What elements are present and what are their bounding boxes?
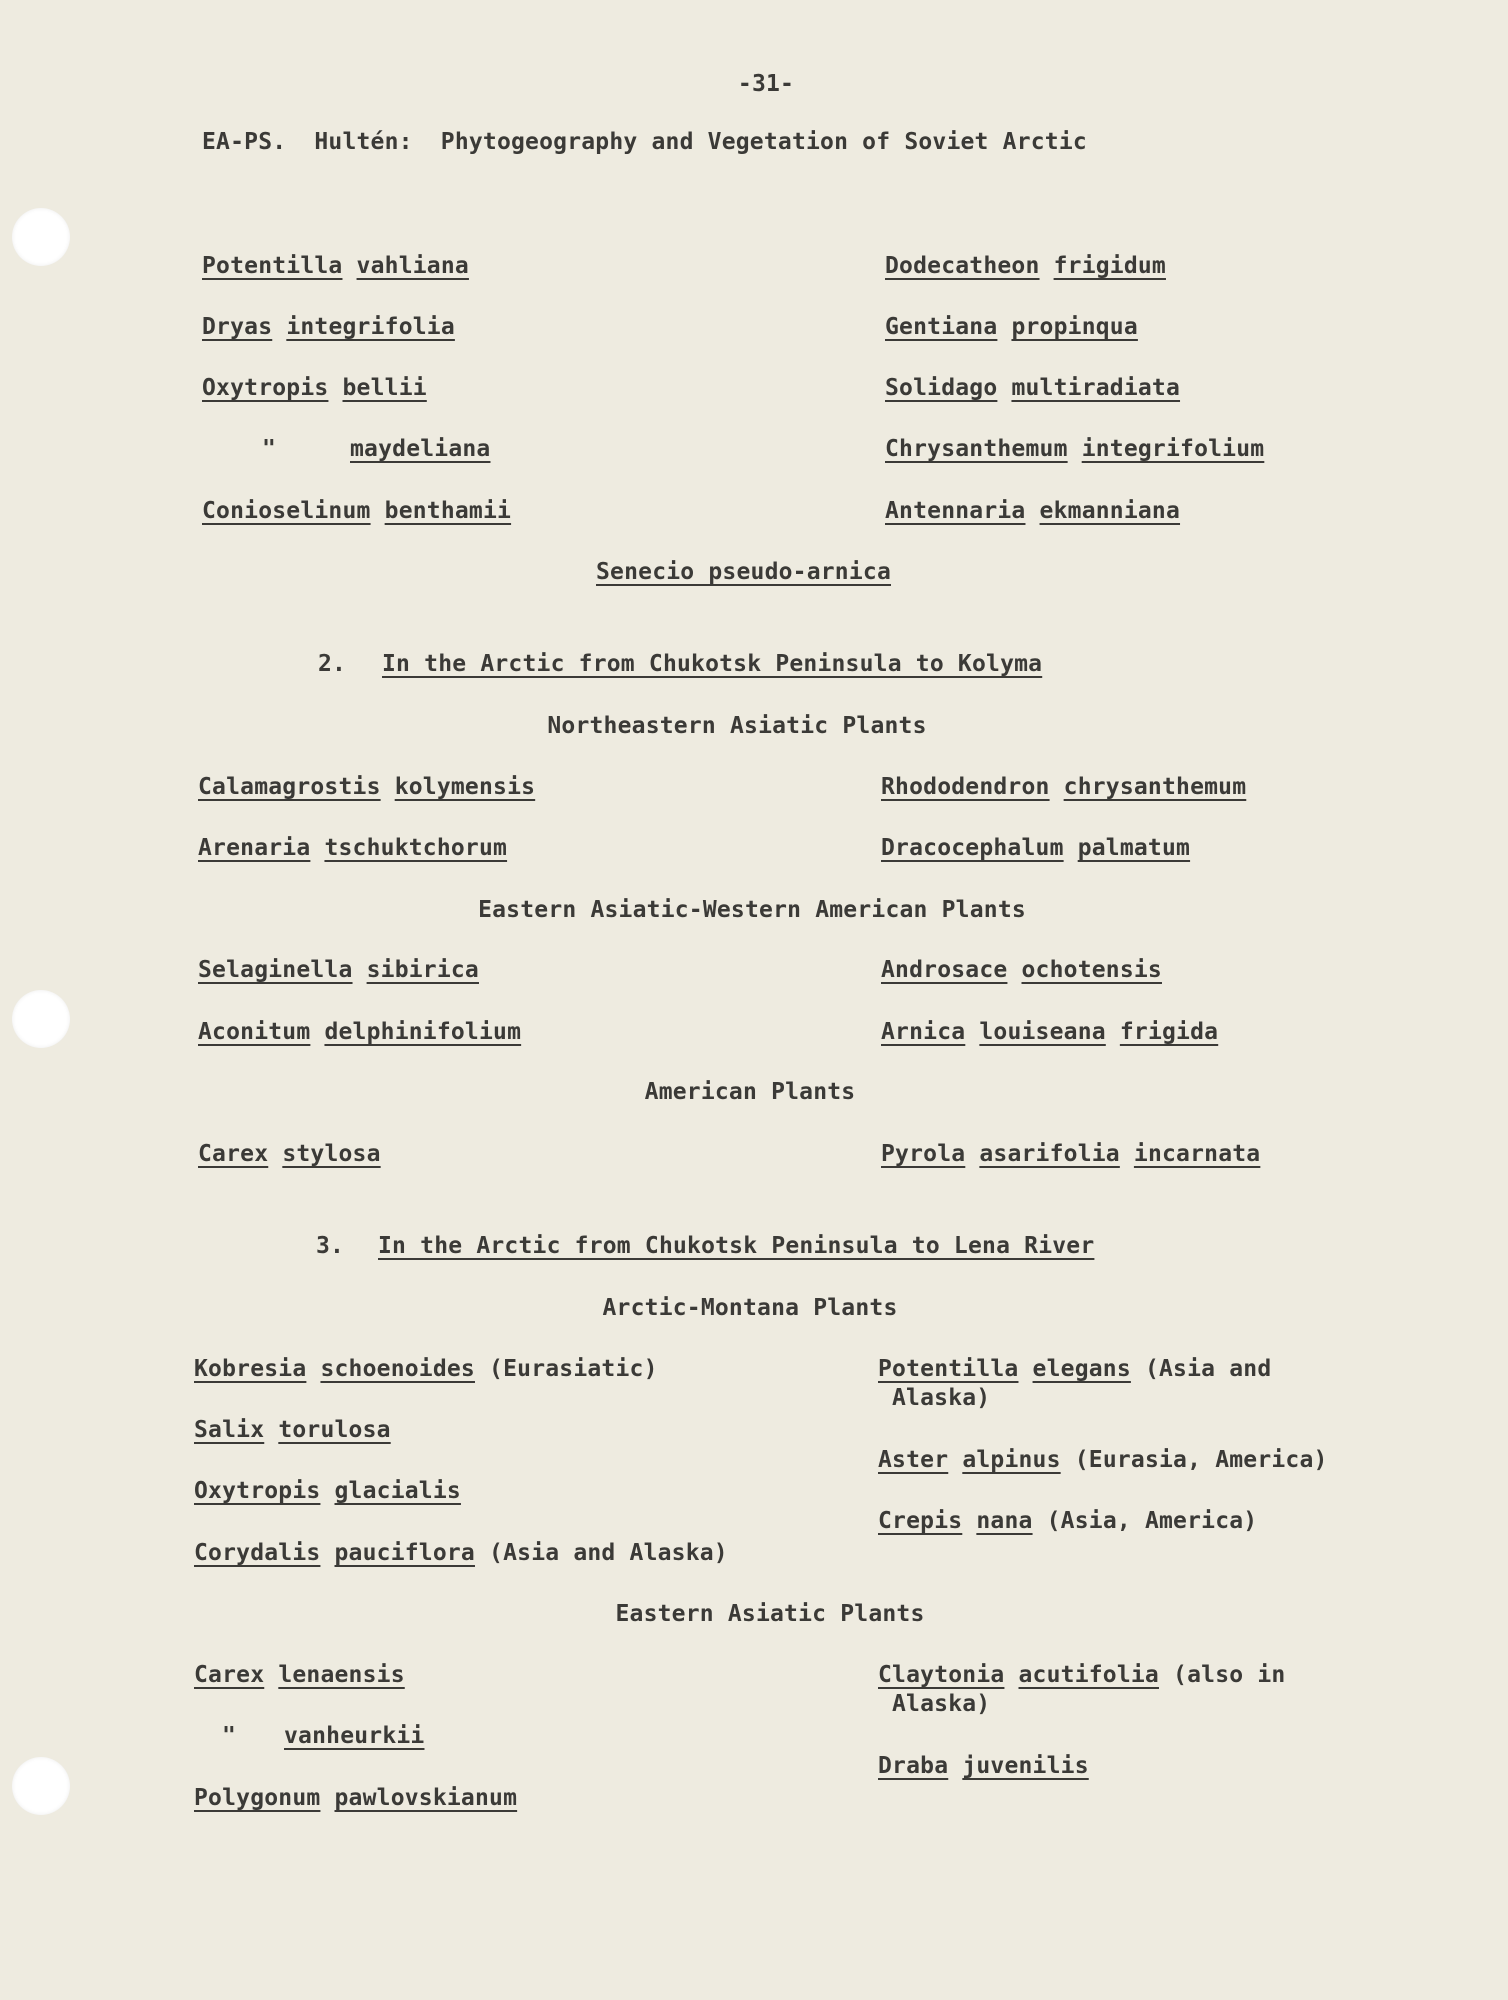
plant-name: Aster alpinus (Eurasia, America) bbox=[878, 1447, 1328, 1473]
plant-name: Conioselinum benthamii bbox=[202, 498, 512, 524]
punch-hole bbox=[12, 990, 70, 1048]
plant-name: Claytonia acutifolia (also in bbox=[878, 1662, 1286, 1688]
group-title: Northeastern Asiatic Plants bbox=[547, 713, 927, 739]
plant-name: Aconitum delphinifolium bbox=[198, 1019, 522, 1045]
plant-name: Carex stylosa bbox=[198, 1141, 381, 1167]
plant-name: Oxytropis bellii bbox=[202, 375, 427, 401]
document-title: Phytogeography and Vegetation of Soviet Arctic bbox=[440, 129, 1087, 155]
punch-hole bbox=[12, 208, 70, 266]
plant-name: Arnica louiseana frigida bbox=[881, 1019, 1219, 1045]
section-heading: In the Arctic from Chukotsk Peninsula to Lena River bbox=[378, 1233, 1095, 1259]
plant-note-continuation: Alaska) bbox=[892, 1385, 991, 1411]
plant-name: Polygonum pawlovskianum bbox=[194, 1785, 518, 1811]
section-number: 2. bbox=[318, 651, 347, 677]
plant-name: Calamagrostis kolymensis bbox=[198, 774, 536, 800]
page-number: -31- bbox=[737, 71, 795, 97]
ditto-mark: " bbox=[262, 436, 277, 462]
plant-name: Carex lenaensis bbox=[194, 1662, 405, 1688]
ditto-mark: " bbox=[222, 1723, 237, 1749]
plant-name: Dryas integrifolia bbox=[202, 314, 455, 340]
document-author: Hultén: bbox=[314, 129, 413, 155]
plant-name: Solidago multiradiata bbox=[885, 375, 1181, 401]
plant-name: Senecio pseudo-arnica bbox=[596, 559, 891, 585]
plant-name: Corydalis pauciflora (Asia and Alaska) bbox=[194, 1540, 728, 1566]
plant-name: Potentilla elegans (Asia and bbox=[878, 1356, 1272, 1382]
plant-name: Potentilla vahliana bbox=[202, 253, 469, 279]
plant-name: Crepis nana (Asia, America) bbox=[878, 1508, 1258, 1534]
section-number: 3. bbox=[316, 1233, 345, 1259]
plant-name: Selaginella sibirica bbox=[198, 957, 479, 983]
plant-name: Dodecatheon frigidum bbox=[885, 253, 1166, 279]
group-title: Eastern Asiatic Plants bbox=[615, 1601, 925, 1627]
plant-name: Oxytropis glacialis bbox=[194, 1478, 461, 1504]
plant-name: Androsace ochotensis bbox=[881, 957, 1162, 983]
plant-note-continuation: Alaska) bbox=[892, 1691, 991, 1717]
plant-name: Arenaria tschuktchorum bbox=[198, 835, 508, 861]
plant-name: Salix torulosa bbox=[194, 1417, 391, 1443]
plant-name: Pyrola asarifolia incarnata bbox=[881, 1141, 1261, 1167]
group-title: Eastern Asiatic-Western American Plants bbox=[478, 897, 1026, 923]
document-reference: EA-PS. bbox=[202, 129, 287, 155]
plant-name: Rhododendron chrysanthemum bbox=[881, 774, 1247, 800]
plant-name: Antennaria ekmanniana bbox=[885, 498, 1181, 524]
plant-name: Dracocephalum palmatum bbox=[881, 835, 1191, 861]
section-heading: In the Arctic from Chukotsk Peninsula to Kolyma bbox=[382, 651, 1043, 677]
document-header bbox=[202, 128, 1087, 156]
group-title: Arctic-Montana Plants bbox=[602, 1295, 898, 1321]
plant-name: maydeliana bbox=[350, 436, 491, 462]
plant-name: vanheurkii bbox=[284, 1723, 425, 1749]
plant-name: Chrysanthemum integrifolium bbox=[885, 436, 1265, 462]
plant-name: Draba juvenilis bbox=[878, 1753, 1089, 1779]
plant-name: Kobresia schoenoides (Eurasiatic) bbox=[194, 1356, 658, 1382]
plant-name: Gentiana propinqua bbox=[885, 314, 1138, 340]
punch-hole bbox=[12, 1757, 70, 1815]
group-title: American Plants bbox=[644, 1079, 856, 1105]
